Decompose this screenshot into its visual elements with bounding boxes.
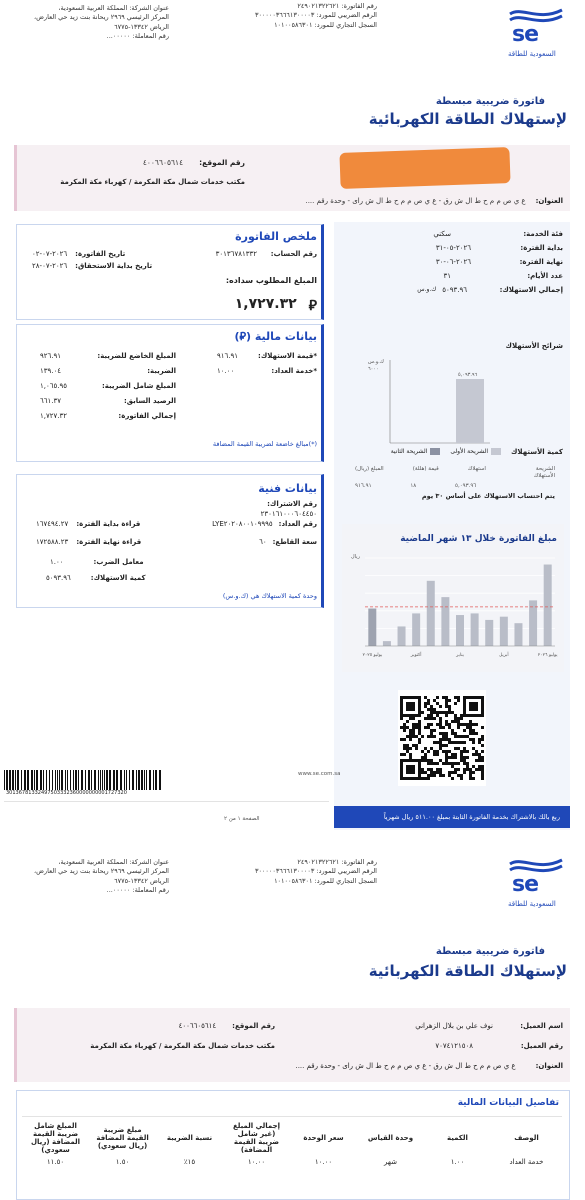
x-tick-label: أكتوبر	[410, 653, 422, 658]
breaker-label: سعة القاطع:	[272, 538, 317, 546]
breaker-row	[259, 538, 317, 546]
amount-due-row	[235, 296, 317, 314]
financial-item-label: المبلغ الخاضع للضريبة:	[97, 352, 176, 360]
website-link[interactable]: www.se.com.sa	[298, 771, 341, 777]
end-reading-value: ١٧٢٥٨٨.٢٣	[36, 538, 69, 546]
days-note: يتم احتساب الاستهلاك على أساس ٣٠ يوم	[421, 492, 555, 500]
meter-value: LYE٢٠٢٠٨٠٠١٠٩٩٩٥	[212, 520, 273, 528]
customer-name-label: اسم العميل:	[520, 1022, 563, 1030]
start-reading-value: ١٦٧٤٩٤.٢٧	[36, 520, 69, 528]
history-bar	[383, 641, 391, 646]
summary-title: ملخص الفاتورة	[235, 230, 317, 243]
customer-no-label: رقم العميل:	[520, 1042, 563, 1050]
legend-swatch-tier1	[491, 448, 501, 455]
details-header-row	[22, 1120, 562, 1156]
account-row	[216, 250, 317, 258]
vat-number: الرقم الضريبي للمورد: ٣٠٠٠٠٠٣٦٦٦١٣٠٠٠٠٣	[254, 11, 377, 20]
factor-label: معامل الضرب:	[93, 558, 144, 566]
company-address-p2-line3: الرياض ١٣٣٤٢-٦٧٧٥	[114, 876, 169, 885]
period-start-label: بداية الفترة:	[520, 244, 563, 252]
history-bar	[500, 617, 508, 646]
meter-row	[212, 520, 317, 528]
history-bar	[544, 565, 552, 646]
details-column-header: إجمالي المبلغ (غير شامل ضريبة القيمة المضافة)	[232, 1122, 281, 1154]
financial-item-label: الرصيد السابق:	[123, 397, 176, 405]
financial-right-col	[217, 352, 317, 382]
financial-item-value: ١,٠٦٥.٩٥	[40, 382, 68, 390]
chart-unit-label: ريال	[351, 554, 360, 560]
period-end-label: نهاية الفترة:	[519, 258, 563, 266]
legend-swatch-tier2	[430, 448, 440, 455]
office-row-p2	[90, 1042, 275, 1050]
x-tick-label: يوليو ٢٠٢٦	[537, 653, 558, 658]
transaction-number-p2: رقم المعاملة: ٠٠٠٠٠...	[106, 886, 169, 895]
invoice-subtitle: فاتورة ضريبية مبسطة	[435, 96, 545, 107]
unit-note: وحدة كمية الاستهلاك هي (ك.و.س)	[222, 592, 317, 600]
page-number: الصفحة ١ من ٢	[224, 816, 260, 822]
financial-item-row	[40, 412, 176, 427]
details-column-header: نسبة الضريبة	[166, 1134, 213, 1142]
total-consumption-unit: ك.و.س	[417, 286, 437, 293]
subscription-value-row	[261, 510, 317, 518]
financial-item-row	[40, 367, 176, 382]
company-address-p2	[4, 858, 169, 896]
details-cell: ١١.٥٠	[46, 1158, 65, 1166]
brand-tagline-p2: السعودية للطاقة	[508, 900, 556, 908]
history-bar	[398, 626, 406, 646]
details-cell: ١٠.٠٠	[247, 1158, 266, 1166]
legend-tier2: الشريحة الثانية	[390, 448, 428, 455]
period-start-value: ٢٠٢٦-٠٥-٣١	[435, 244, 471, 252]
site-number-row	[143, 158, 245, 167]
office-row	[60, 178, 245, 186]
due-date-row	[32, 262, 152, 270]
breaker-value: ٦٠	[259, 538, 267, 546]
history-bar	[485, 620, 493, 646]
history-bar	[456, 615, 464, 646]
tiers-col1-head: الشريحة الأستهلاك	[533, 466, 555, 480]
table-row	[22, 1156, 562, 1168]
total-consumption-label: إجمالي الاستهلاك:	[499, 286, 563, 294]
invoice-header-info-p2	[247, 858, 377, 886]
address-row	[305, 197, 563, 205]
account-value: ٣٠١٣٦٧٨١٣٣٢	[215, 250, 257, 258]
period-end-row	[436, 258, 563, 266]
financial-details-table	[22, 1120, 562, 1168]
history-bar-chart	[345, 548, 560, 670]
financial-title: بيانات مالية (⃁)	[234, 330, 317, 343]
invoice-subtitle-p2: فاتورة ضريبية مبسطة	[435, 946, 545, 957]
history-bar	[368, 609, 376, 646]
subscription-row	[267, 500, 317, 508]
tiers-axis-unit: ك.و.س	[368, 359, 384, 365]
tiers-table	[355, 466, 555, 490]
invoice-number: رقم الفاتورة: ٢٤٩٠٢١٣٢٢٦٢١	[297, 2, 377, 10]
details-cell: ١٥٪	[183, 1158, 196, 1166]
subscription-label: رقم الاشتراك:	[267, 500, 317, 508]
site-number-row-p2	[179, 1022, 275, 1030]
details-column-header: وحدة القياس	[367, 1134, 414, 1142]
end-reading-row	[36, 538, 141, 546]
period-end-value: ٢٠٢٦-٠٦-٣٠	[435, 258, 471, 266]
financial-item-label: المبلغ شامل الضريبة:	[102, 382, 176, 390]
financial-item-value: ١٣٩.٠٤	[40, 367, 62, 375]
financial-item-value: ١,٧٢٧.٣٢	[40, 412, 68, 420]
account-label: رقم الحساب:	[270, 250, 317, 258]
details-column-header: مبلغ ضريبة القيمة المضافة (ريال سعودي)	[96, 1126, 149, 1150]
details-column-header: الوصف	[514, 1134, 539, 1142]
commercial-register-p2: السجل التجاري للمورد: ١٠١٠٠٥٨٦٣٠١	[274, 876, 377, 885]
history-bar	[471, 613, 479, 646]
days-row	[443, 272, 563, 280]
tier1-bar	[456, 379, 484, 443]
barcode-number: 30136781332497503332360000000001727320	[6, 790, 127, 796]
amount-due-value: ١,٧٢٧.٣٢	[234, 296, 297, 312]
invoice-header-info	[247, 2, 377, 30]
x-tick-label: أبريل	[499, 653, 509, 658]
total-consumption-value: ٥٠٩٣.٩٦	[442, 286, 467, 294]
history-bar	[427, 581, 435, 646]
invoice-date-row	[32, 250, 125, 258]
details-cell: ١.٠٠	[450, 1158, 465, 1166]
meter-label: رقم العداد:	[278, 520, 317, 528]
financial-charge-row	[217, 352, 317, 367]
address-row-p2	[295, 1062, 563, 1070]
vat-note: (*)مبالغ خاضعة لضريبة القيمة المضافة	[212, 440, 317, 448]
qr-code-icon	[398, 690, 486, 786]
company-address-line1: عنوان الشركة: المملكة العربية السعودية،	[58, 4, 169, 12]
invoice-date-label: تاريخ الفاتورة:	[75, 250, 126, 258]
commercial-register: السجل التجاري للمورد: ١٠١٠٠٥٨٦٣٠١	[274, 20, 377, 29]
factor-row	[50, 558, 144, 566]
financial-item-row	[40, 352, 176, 367]
details-cell: شهر	[383, 1158, 397, 1166]
amount-due-label: المبلغ المطلوب سداده:	[225, 276, 317, 285]
financial-charge-label: *خدمة العداد:	[271, 367, 317, 375]
financial-item-value: ٦٦١.٣٧	[40, 397, 62, 405]
financial-item-value: ٩٢٦.٩١	[40, 352, 62, 360]
invoice-number-p2: رقم الفاتورة: ٢٤٩٠٢١٣٢٢٦٢١	[297, 858, 377, 866]
amount-due-label-row	[226, 276, 317, 285]
consumption-row	[46, 574, 146, 582]
office-name: مكتب خدمات شمال مكة المكرمة / كهرباء مكة المكرمة	[60, 178, 245, 186]
tiers-col3-head: قيمة (هللة)	[412, 466, 439, 472]
invoice-title-p2: لإستهلاك الطاقة الكهربائية	[368, 962, 567, 980]
address-label-p2: العنوان:	[535, 1062, 563, 1070]
company-address-line2: المركز الرئيسي ٢٩٦٩ ريحانة بنت زيد حي العارض،	[34, 13, 169, 22]
financial-item-row	[40, 382, 176, 397]
tiers-title	[506, 342, 563, 350]
tiers-col4-value: ٩١٦.٩١	[355, 482, 372, 489]
company-address-p2-line2: المركز الرئيسي ٢٩٦٩ ريحانة بنت زيد حي العارض،	[34, 867, 169, 876]
days-value: ٣١	[443, 272, 451, 280]
service-category-value: سكني	[433, 230, 451, 238]
redaction-mark	[339, 147, 510, 189]
tiers-axis-value: ٦٠٠٠	[368, 366, 379, 372]
x-tick-label: يوليو ٢٠٢٥	[362, 653, 383, 658]
address-label: العنوان:	[535, 197, 563, 205]
site-number-label-p2: رقم الموقع:	[232, 1022, 275, 1030]
legend-tier1: الشريحة الأولى	[450, 448, 488, 455]
brand-logo: se	[512, 22, 539, 47]
tier1-bar-label: ٥,٠٩٣.٩٦	[458, 372, 478, 378]
company-address-line3: الرياض ١٣٣٤٢-٦٧٧٥	[114, 22, 169, 31]
x-tick-label: يناير	[456, 653, 464, 658]
brand-logo-p2: se	[512, 872, 539, 897]
financial-charge-value: ١٠.٠٠	[217, 367, 235, 375]
subscription-value: ٢٣٠١٦١٠٠٠٦٠٤٤٥٠	[260, 510, 317, 518]
service-category-row	[433, 230, 563, 238]
company-address-p2-line1: عنوان الشركة: المملكة العربية السعودية،	[58, 858, 169, 866]
customer-no-value: ٧٠٧٤١٢١٥٠٨	[435, 1042, 473, 1050]
invoice-title: لإستهلاك الطاقة الكهربائية	[368, 110, 567, 128]
history-chart-title: مبلغ الفاتورة خلال ١٣ شهر الماضية	[400, 534, 557, 544]
tiers-chart	[360, 355, 495, 450]
details-column-header: سعر الوحدة	[303, 1134, 344, 1142]
tiers-legend-row	[391, 448, 563, 456]
start-reading-row	[36, 520, 140, 528]
barcode-icon	[4, 770, 162, 790]
tiers-title-text: شرائح الأستهلاك	[505, 342, 563, 350]
history-bar	[412, 613, 420, 646]
transaction-number: رقم المعاملة: ٠٠٠٠٠...	[106, 32, 169, 41]
financial-item-row	[40, 397, 176, 412]
start-reading-label: قراءة بداية الفترة:	[76, 520, 141, 528]
total-consumption-row	[417, 286, 563, 294]
riyal-icon: ⃁	[308, 298, 317, 314]
details-column-header: المبلغ شامل ضريبة القيمة المضافة (ريال سعودي)	[30, 1122, 81, 1154]
fixed-bill-banner[interactable]: ربع بالك بالاشتراك بخدمة الفاتورة الثابتة بمبلغ ٥١١.٠٠ ريال شهرياً	[334, 806, 570, 828]
tiers-col3-value: ١٨	[410, 482, 417, 489]
details-divider	[22, 1116, 562, 1117]
company-address	[4, 4, 169, 42]
history-bar	[514, 623, 522, 646]
tiers-col4-head: المبلغ (ريال)	[355, 466, 384, 472]
customer-name-row	[415, 1022, 563, 1030]
due-date-value: ٢٠٢٦-٠٧-٢٨	[32, 262, 68, 270]
days-label: عدد الأيام:	[527, 272, 563, 280]
tiers-quantity-label: كمية الأستهلاك	[510, 448, 563, 456]
footer-divider	[4, 801, 329, 802]
service-category-label: فئة الخدمة:	[523, 230, 563, 238]
period-start-row	[436, 244, 563, 252]
financial-item-label: الضريبة:	[147, 367, 176, 375]
financial-charge-row	[217, 367, 317, 382]
details-title: تفاصيل البيانات المالية	[457, 1098, 559, 1108]
financial-left-col	[40, 352, 176, 427]
site-number-value: ٤٠٠٦٦٠٥٦١٤	[142, 158, 184, 167]
financial-item-label: إجمالي الفاتورة:	[118, 412, 176, 420]
financial-charge-label: *قيمة الاستهلاك:	[258, 352, 317, 360]
customer-no-row	[435, 1042, 563, 1050]
office-name-p2: مكتب خدمات شمال مكة المكرمة / كهرباء مكة المكرمة	[90, 1042, 275, 1050]
due-date-label: تاريخ بداية الاستحقاق:	[75, 262, 153, 270]
site-number-label: رقم الموقع:	[199, 158, 245, 167]
technical-title: بيانات فنية	[258, 482, 317, 495]
site-number-value-p2: ٤٠٠٦٦٠٥٦١٤	[178, 1022, 217, 1030]
address-value: ع ي ص م م ح ط ال ش رق - ع ي ص م م ح ط ال ش راى - وحدة رقم ....	[305, 197, 526, 205]
details-cell: ١٠.٠٠	[314, 1158, 333, 1166]
financial-charge-value: ٩١٦.٩١	[217, 352, 239, 360]
history-bar	[441, 597, 449, 646]
tiers-col2-head: استهلاك	[467, 466, 486, 472]
end-reading-label: قراءة نهاية الفترة:	[76, 538, 142, 546]
address-value-p2: ع ي ص م م ح ط ال ش رق - ع ي ص م م ح ط ال ش راى - وحدة رقم ....	[295, 1062, 516, 1070]
brand-tagline: السعودية للطاقة	[508, 50, 556, 58]
tiers-col2-value: ٥,٠٩٣.٩٦	[455, 482, 477, 489]
factor-value: ١.٠٠	[50, 558, 64, 566]
details-column-header: الكمية	[447, 1134, 468, 1142]
invoice-date-value: ٢٠٢٦-٠٧-٠٢	[32, 250, 68, 258]
consumption-value: ٥٠٩٣.٩٦	[46, 574, 71, 582]
customer-name-value: نوف علي بن بلال الزهراني	[415, 1022, 493, 1030]
consumption-label: كمية الاستهلاك:	[90, 574, 146, 582]
vat-number-p2: الرقم الضريبي للمورد: ٣٠٠٠٠٠٣٦٦٦١٣٠٠٠٠٣	[254, 867, 377, 876]
details-cell: ١.٥٠	[115, 1158, 130, 1166]
details-cell: خدمة العداد	[509, 1158, 544, 1166]
